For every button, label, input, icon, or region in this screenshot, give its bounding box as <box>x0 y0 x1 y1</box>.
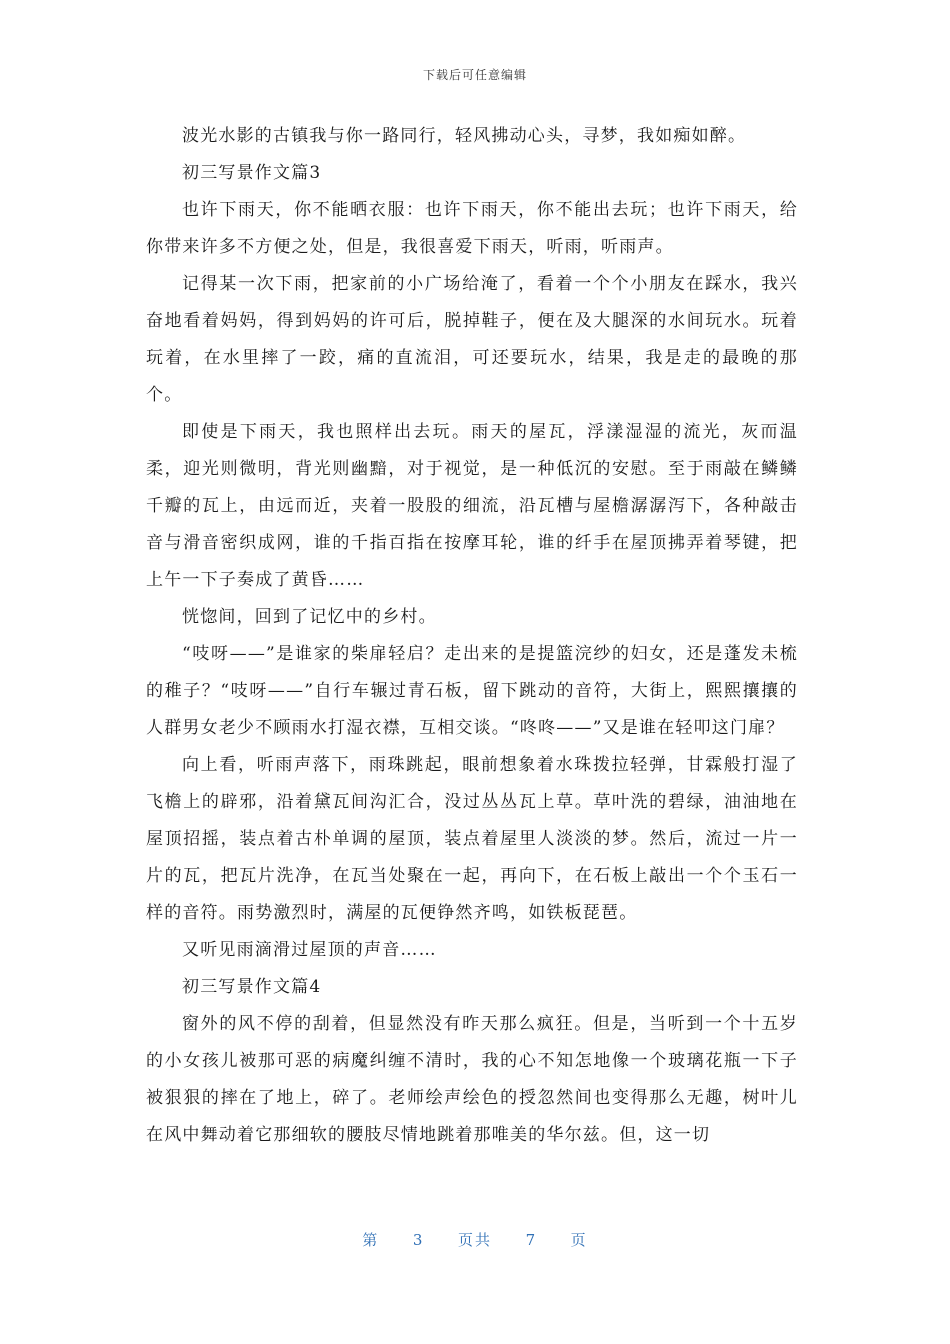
page-label-suffix: 页 <box>570 1231 588 1249</box>
paragraph-7: 向上看，听雨声落下，雨珠跳起，眼前想象着水珠拨拉轻弹，甘霖般打湿了飞檐上的辟邪，沿着黛瓦间沟汇合，没过丛丛瓦上草。草叶洗的碧绿，油油地在屋顶招摇，装点着古朴单调的屋顶，装点着屋里人淡淡的梦。然后，流过一片一片的瓦，把瓦片洗净，在瓦当处聚在一起，再向下，在石板上敲出一个个玉石一样的音符。雨势激烈时，满屋的瓦便铮然齐鸣，如铁板琵琶。 <box>146 755 798 923</box>
paragraph-5: 恍惚间，回到了记忆中的乡村。 <box>182 607 437 627</box>
paragraph-1: 波光水影的古镇我与你一路同行，轻风拂动心头，寻梦，我如痴如醉。 <box>182 126 747 146</box>
paragraph-9: 窗外的风不停的刮着，但显然没有昨天那么疯狂。但是，当听到一个十五岁的小女孩儿被那可恶的病魔纠缠不清时，我的心不知怎地像一个玻璃花瓶一下子被狠狠的摔在了地上，碎了。老师绘声绘色的授忽然间也变得那么无趣，树叶儿在风中舞动着它那细软的腰肢尽情地跳着那唯美的华尔兹。但，这一切 <box>146 1014 798 1145</box>
document-body <box>146 118 798 1154</box>
paragraph-2: 也许下雨天，你不能晒衣服：也许下雨天，你不能出去玩；也许下雨天，给你带来许多不方便之处，但是，我很喜爱下雨天，听雨，听雨声。 <box>146 200 798 257</box>
paragraph-8: 又听见雨滴滑过屋顶的声音…… <box>182 940 437 960</box>
page-header: 下载后可任意编辑 <box>422 68 527 82</box>
section-title-3: 初三写景作文篇3 <box>182 163 322 183</box>
section-title-4: 初三写景作文篇4 <box>182 977 322 997</box>
total-pages-number: 7 <box>525 1231 538 1249</box>
paragraph-3: 记得某一次下雨，把家前的小广场给淹了，看着一个个小朋友在踩水，我兴奋地看着妈妈，得到妈妈的许可后，脱掉鞋子，便在及大腿深的水间玩水。玩着玩着，在水里摔了一跤，痛的直流泪，可还要玩水，结果，我是走的最晚的那个。 <box>146 274 798 405</box>
current-page-number: 3 <box>412 1231 425 1249</box>
page-footer <box>0 1229 950 1250</box>
page-label-prefix: 第 <box>362 1231 380 1249</box>
page-label-middle: 页共 <box>457 1231 492 1249</box>
paragraph-6: “吱呀——”是谁家的柴扉轻启？走出来的是提篮浣纱的妇女，还是蓬发未梳的稚子？“吱呀——”自行车辗过青石板，留下跳动的音符，大街上，熙熙攘攘的人群男女老少不顾雨水打湿衣襟，互相交谈。“咚咚——”又是谁在轻叩这门扉？ <box>146 644 798 738</box>
paragraph-4: 即使是下雨天，我也照样出去玩。雨天的屋瓦，浮漾湿湿的流光，灰而温柔，迎光则微明，背光则幽黯，对于视觉，是一种低沉的安慰。至于雨敲在鳞鳞千瓣的瓦上，由远而近，夹着一股股的细流，沿瓦槽与屋檐潺潺泻下，各种敲击音与滑音密织成网，谁的千指百指在按摩耳轮，谁的纤手在屋顶拂弄着琴键，把上午一下子奏成了黄昏…… <box>146 422 798 590</box>
